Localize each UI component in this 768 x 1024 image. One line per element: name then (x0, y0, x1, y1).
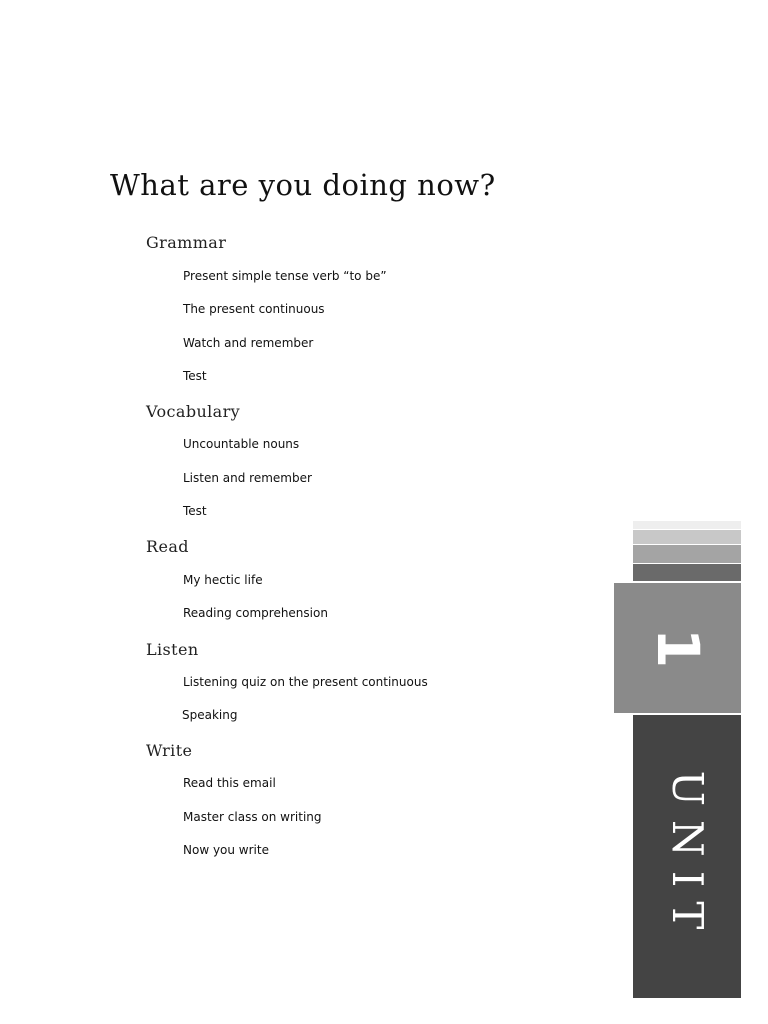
decorative-stripe (633, 530, 741, 544)
list-item: Master class on writing (183, 810, 322, 824)
section-heading-grammar: Grammar (146, 233, 227, 252)
section-heading-read: Read (146, 537, 189, 556)
section-heading-vocabulary: Vocabulary (146, 402, 241, 421)
decorative-stripe (633, 545, 741, 563)
list-item: Now you write (183, 843, 269, 857)
unit-number-box (614, 583, 741, 713)
list-item: Uncountable nouns (183, 437, 300, 451)
list-item: Watch and remember (183, 336, 314, 350)
list-item: Listen and remember (183, 471, 312, 485)
list-item: The present continuous (183, 302, 325, 316)
list-item: Reading comprehension (183, 606, 328, 620)
list-item: Test (183, 369, 207, 383)
section-heading-listen: Listen (146, 640, 199, 659)
decorative-stripe (633, 564, 741, 581)
section-heading-write: Write (146, 741, 193, 760)
list-item: Speaking (182, 708, 238, 722)
unit-number: 1 (643, 627, 712, 669)
list-item: Test (183, 504, 207, 518)
list-item: Present simple tense verb “to be” (183, 269, 387, 283)
decorative-stripe (633, 521, 741, 529)
page-title: What are you doing now? (110, 168, 496, 202)
list-item: Listening quiz on the present continuous (183, 675, 428, 689)
list-item: My hectic life (183, 573, 263, 587)
unit-label-box (633, 715, 741, 998)
unit-label: UNIT (663, 770, 712, 943)
list-item: Read this email (183, 776, 276, 790)
